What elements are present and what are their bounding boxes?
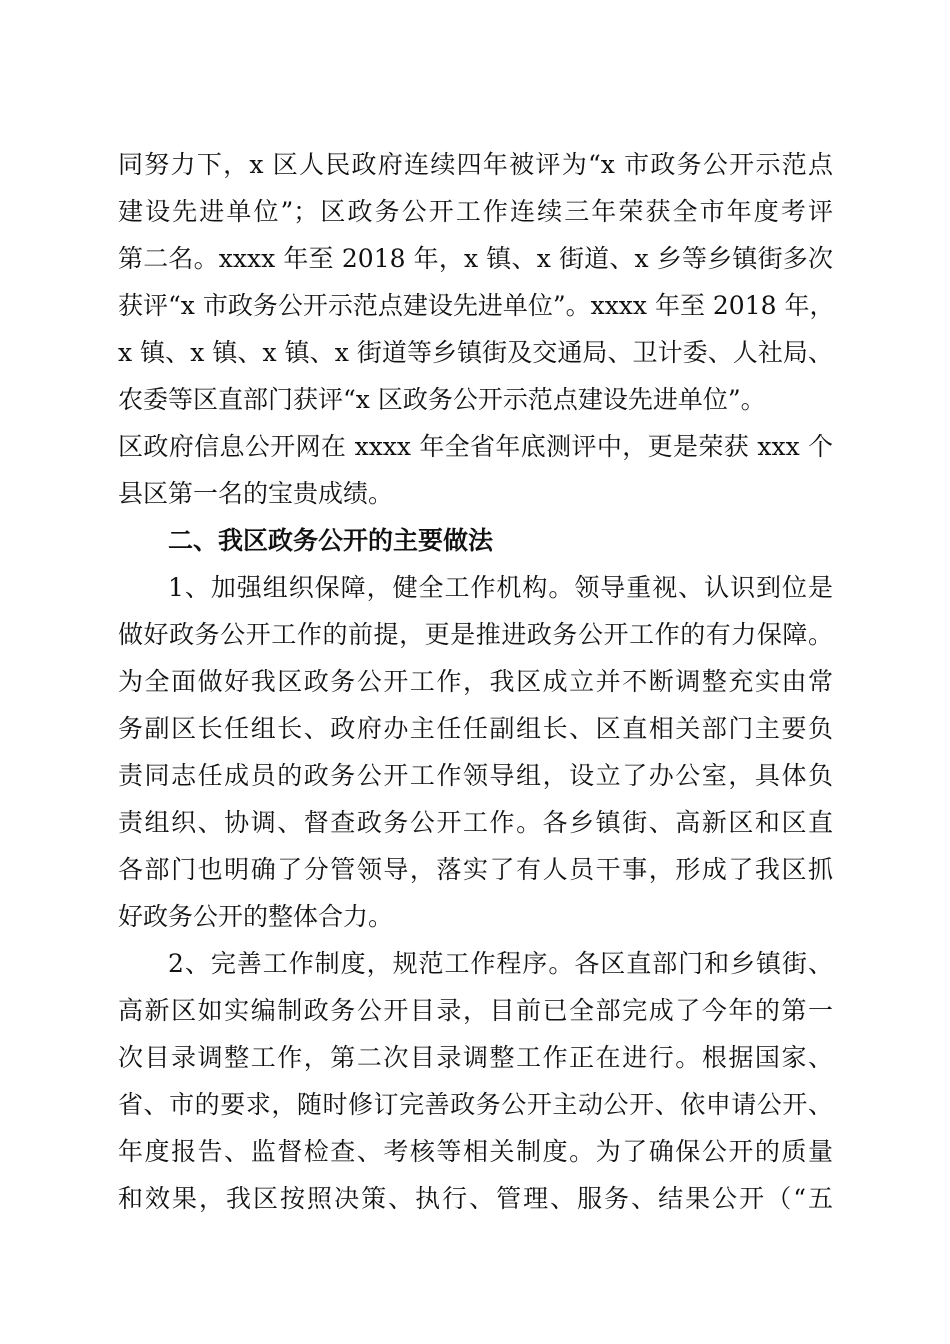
- paragraph-first-line: 1、加强组织保障，健全工作机构。领导重视、认识到位是: [168, 573, 833, 602]
- text-line: 次目录调整工作，第二次目录调整工作正在进行。根据国家、: [118, 1043, 833, 1072]
- text-line: 高新区如实编制政务公开目录，目前已全部完成了今年的第一: [118, 996, 833, 1025]
- text-line: x 镇、x 镇、x 镇、x 街道等乡镇街及交通局、卫计委、人社局、: [118, 338, 833, 367]
- paragraph-first-line: 2、完善工作制度，规范工作程序。各区直部门和乡镇街、: [168, 949, 833, 978]
- text-line: 责同志任成员的政务公开工作领导组，设立了办公室，具体负: [118, 761, 833, 790]
- text-line: 责组织、协调、督查政务公开工作。各乡镇街、高新区和区直: [118, 808, 833, 837]
- text-line: 和效果，我区按照决策、执行、管理、服务、结果公开（“五: [118, 1184, 833, 1213]
- text-line: 好政务公开的整体合力。: [118, 902, 394, 931]
- text-line: 农委等区直部门获评“x 区政务公开示范点建设先进单位”。: [118, 385, 766, 414]
- text-line: 县区第一名的宝贵成绩。: [118, 479, 394, 508]
- text-line: 第二名。xxxx 年至 2018 年，x 镇、x 街道、x 乡等乡镇街多次: [118, 244, 833, 273]
- text-line: 区政府信息公开网在 xxxx 年全省年底测评中，更是荣获 xxx 个: [118, 432, 833, 461]
- text-line: 同努力下，x 区人民政府连续四年被评为“x 市政务公开示范点: [118, 150, 833, 179]
- text-line: 年度报告、监督检查、考核等相关制度。为了确保公开的质量: [118, 1137, 833, 1166]
- text-line: 建设先进单位”；区政务公开工作连续三年荣获全市年度考评: [118, 197, 833, 226]
- text-line: 务副区长任组长、政府办主任任副组长、区直相关部门主要负: [118, 714, 833, 743]
- text-line: 省、市的要求，随时修订完善政务公开主动公开、依申请公开、: [118, 1090, 833, 1119]
- document-body: [118, 141, 833, 1222]
- text-line: 为全面做好我区政务公开工作，我区成立并不断调整充实由常: [118, 667, 833, 696]
- section-heading: 二、我区政务公开的主要做法: [168, 526, 494, 555]
- text-line: 各部门也明确了分管领导，落实了有人员干事，形成了我区抓: [118, 855, 833, 884]
- text-line: 获评“x 市政务公开示范点建设先进单位”。xxxx 年至 2018 年，: [118, 291, 835, 320]
- text-line: 做好政务公开工作的前提，更是推进政务公开工作的有力保障。: [118, 620, 833, 649]
